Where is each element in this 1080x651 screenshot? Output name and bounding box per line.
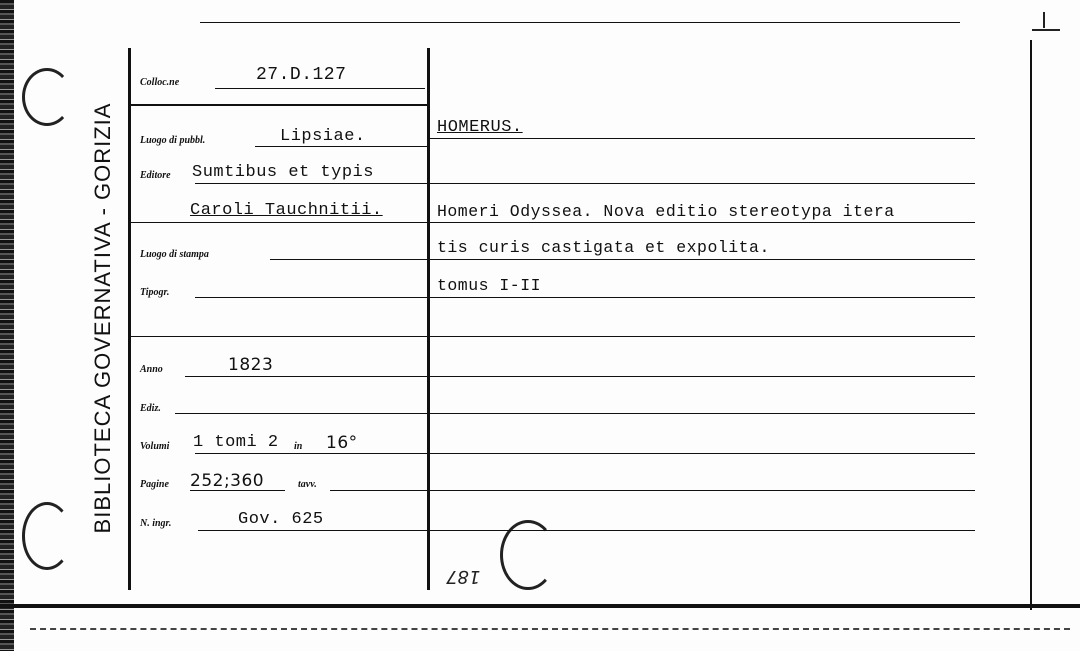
rule-colloc — [215, 88, 425, 89]
label-n-ingr: N. ingr. — [140, 518, 172, 529]
rule-right-9 — [430, 453, 975, 454]
value-editore-1: Sumtibus et typis — [192, 163, 374, 182]
bottom-dashed-rule — [30, 628, 1070, 630]
rule-right-8 — [430, 413, 975, 414]
value-n-ingr: Gov. 625 — [238, 510, 324, 529]
label-editore: Editore — [140, 170, 171, 181]
label-luogo-pubbl: Luogo di pubbl. — [140, 135, 206, 146]
value-editore-2: Caroli Tauchnitii. — [190, 201, 383, 220]
label-pagine: Pagine — [140, 479, 169, 490]
label-tipogr: Tipogr. — [140, 287, 170, 298]
left-column-rule — [128, 48, 131, 590]
rule-tipogr — [195, 297, 427, 298]
rule-luogo-pubbl — [255, 146, 427, 147]
record-title-line3: tomus I-II — [437, 276, 542, 295]
corner-mark — [1043, 12, 1045, 28]
label-ediz: Ediz. — [140, 403, 161, 414]
record-title-line1: Homeri Odyssea. Nova editio stereotypa itera — [437, 202, 895, 221]
rule-editore — [195, 183, 427, 184]
rule-right-4 — [430, 259, 975, 260]
value-volumi: 1 tomi 2 — [193, 433, 279, 452]
top-rule — [200, 22, 960, 23]
value-anno: 1823 — [228, 355, 274, 375]
rule-volumi — [195, 453, 427, 454]
value-pagine: 252;360 — [190, 471, 265, 491]
card-left-edge — [0, 0, 14, 651]
rule-luogo-stampa — [270, 259, 427, 260]
label-anno: Anno — [140, 364, 163, 375]
rule-right-1 — [430, 138, 975, 139]
record-title-line2: tis curis castigata et expolita. — [437, 238, 770, 257]
rule-right-7 — [430, 376, 975, 377]
middle-column-rule — [427, 48, 430, 590]
rule-right-3 — [430, 222, 975, 223]
corner-mark-rule — [1032, 29, 1060, 31]
handwritten-note: 187 — [446, 566, 481, 587]
rule-right-2 — [430, 183, 975, 184]
label-tavv: tavv. — [298, 479, 317, 490]
rule-n-ingr — [198, 530, 427, 531]
rule-tavv — [330, 490, 427, 491]
label-luogo-stampa: Luogo di stampa — [140, 249, 209, 260]
rule-blank — [130, 336, 427, 337]
rule-right-6 — [430, 336, 975, 337]
punch-hole-top — [22, 68, 72, 126]
value-formato: 16° — [326, 433, 358, 453]
library-name: BIBLIOTECA GOVERNATIVA - GORIZIA — [90, 102, 115, 534]
rule-colloc-separator — [130, 104, 427, 106]
rule-right-11 — [430, 530, 975, 531]
rule-right-10 — [430, 490, 975, 491]
label-volumi: Volumi — [140, 441, 170, 452]
record-author: HOMERUS. — [437, 118, 523, 137]
rule-ediz — [175, 413, 427, 414]
rule-right-5 — [430, 297, 975, 298]
rule-editore-2 — [130, 222, 427, 223]
label-colloc: Colloc.ne — [140, 77, 180, 88]
value-luogo-pubbl: Lipsiae. — [280, 127, 366, 146]
rule-anno — [185, 376, 427, 377]
value-colloc: 27.D.127 — [256, 65, 347, 85]
right-margin-rule — [1030, 40, 1032, 610]
card-bottom-edge — [0, 604, 1080, 608]
punch-hole-bottom — [22, 502, 72, 570]
label-in: in — [294, 441, 303, 452]
